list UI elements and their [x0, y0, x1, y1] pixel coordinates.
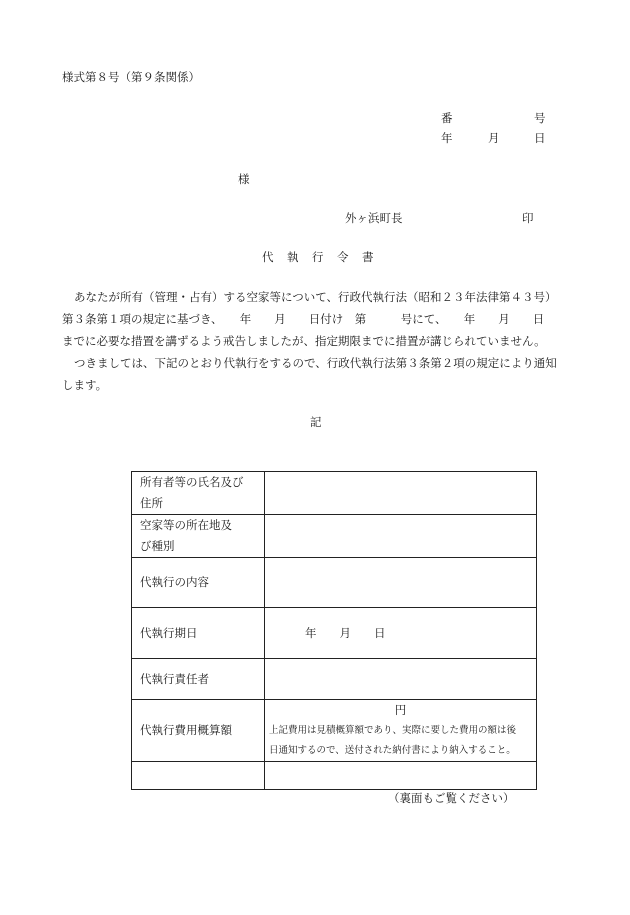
row-label: [132, 762, 265, 790]
yen-unit: 円: [394, 703, 407, 717]
execution-details-table: [131, 471, 537, 790]
number-suffix: 号: [534, 111, 546, 125]
table-row: [132, 762, 537, 790]
number-label: 番: [441, 111, 453, 125]
date-month: 月: [488, 131, 500, 145]
body-paragraph-1: [62, 286, 574, 352]
row-value: [265, 515, 537, 558]
date-day: 日: [534, 131, 546, 145]
issuer-name: 外ヶ浜町長: [345, 211, 403, 225]
footer-note: （裏面もご覧ください）: [388, 791, 515, 805]
body-line: します。: [62, 378, 108, 392]
date-year: 年: [441, 131, 453, 145]
table-row: [132, 515, 537, 558]
row-value: [265, 659, 537, 700]
row-label: 所有者等の氏名及び 住所: [132, 472, 265, 515]
table-row: [132, 608, 537, 659]
table-row: [132, 700, 537, 762]
body-paragraph-2: [62, 352, 574, 396]
row-label: 代執行責任者: [132, 659, 265, 700]
table-row: [132, 472, 537, 515]
form-number: 様式第８号（第９条関係）: [62, 70, 200, 84]
row-value: [265, 472, 537, 515]
body-line: つきましては、下記のとおり代執行をするので、行政代執行法第３条第２項の規定により通知: [74, 356, 557, 370]
row-label: 代執行費用概算額: [132, 700, 265, 762]
row-label: 代執行期日: [132, 608, 265, 659]
row-label: 代執行の内容: [132, 558, 265, 608]
cost-note-line: 日通知するので、送付された納付書により納入すること。: [269, 745, 516, 756]
issuer-seal: 印: [522, 211, 534, 225]
row-label: 空家等の所在地及 び種別: [132, 515, 265, 558]
table-row: [132, 659, 537, 700]
row-value: [265, 700, 537, 762]
document-title: 代 執 行 令 書: [262, 250, 375, 264]
body-line: 第３条第１項の規定に基づき、 年 月 日付け 第 号にて、 年 月 日: [62, 312, 545, 326]
cost-note-line: 上記費用は見積概算額であり、実際に要した費用の額は後: [269, 725, 517, 736]
row-value: [265, 762, 537, 790]
row-value: [265, 558, 537, 608]
table-row: [132, 558, 537, 608]
body-line: あなたが所有（管理・占有）する空家等について、行政代執行法（昭和２３年法律第４３号）: [74, 290, 557, 304]
ki-heading: 記: [310, 415, 322, 429]
addressee-suffix: 様: [238, 172, 250, 186]
body-line: までに必要な措置を講ずるよう戒告しましたが、指定期限までに措置が講じられていません。: [62, 334, 546, 348]
row-value: 年 月 日: [265, 608, 537, 659]
